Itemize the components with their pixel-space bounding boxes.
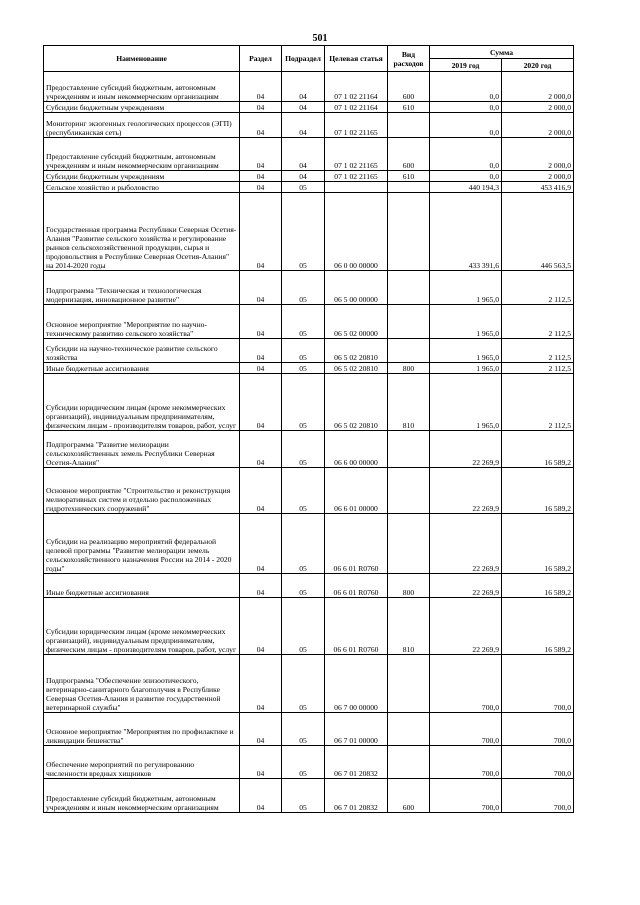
row-2019-cell: 22 269,9 (430, 598, 502, 655)
row-target-cell (325, 182, 388, 193)
row-type-cell: 610 (388, 102, 430, 113)
table-row (44, 713, 574, 746)
table-row (44, 655, 574, 713)
row-type-cell (388, 182, 430, 193)
header-2019: 2019 год (430, 59, 502, 72)
row-2020-cell: 16 589,2 (502, 598, 574, 655)
row-target-cell: 06 7 01 20832 (325, 779, 388, 813)
row-subsection-cell: 05 (282, 374, 325, 431)
row-subsection-cell: 05 (282, 598, 325, 655)
row-type-cell (388, 746, 430, 779)
table-row (44, 305, 574, 339)
row-2019-cell: 700,0 (430, 779, 502, 813)
row-section-cell: 04 (240, 468, 282, 514)
row-2019-cell: 1 965,0 (430, 305, 502, 339)
table-row (44, 171, 574, 182)
row-section-cell: 04 (240, 431, 282, 468)
row-type-cell (388, 431, 430, 468)
row-subsection-cell: 05 (282, 363, 325, 374)
row-name-cell: Основное мероприятие "Мероприятие по научно-техническому развитию сельского хозяйства" (44, 305, 240, 339)
row-type-cell (388, 305, 430, 339)
row-2020-cell: 2 000,0 (502, 113, 574, 138)
row-2020-cell: 16 589,2 (502, 514, 574, 574)
row-type-cell (388, 271, 430, 305)
row-2020-cell: 2 112,5 (502, 374, 574, 431)
row-type-cell (388, 113, 430, 138)
row-type-cell: 800 (388, 574, 430, 598)
row-subsection-cell: 04 (282, 113, 325, 138)
row-2019-cell: 22 269,9 (430, 431, 502, 468)
row-target-cell: 06 7 00 00000 (325, 655, 388, 713)
row-name-cell: Субсидии юридическим лицам (кроме некоммерческих организаций), индивидуальным предпринимателям, физическим лицам - производителям товаров, работ, услуг (44, 598, 240, 655)
row-target-cell: 06 7 01 20832 (325, 746, 388, 779)
row-section-cell: 04 (240, 713, 282, 746)
row-2019-cell: 0,0 (430, 72, 502, 102)
row-2020-cell: 2 000,0 (502, 72, 574, 102)
row-2020-cell: 700,0 (502, 779, 574, 813)
row-subsection-cell: 04 (282, 171, 325, 182)
table-row (44, 374, 574, 431)
row-target-cell: 07 1 02 21164 (325, 102, 388, 113)
row-type-cell: 810 (388, 598, 430, 655)
table-body (44, 72, 574, 813)
row-target-cell: 06 5 02 20810 (325, 363, 388, 374)
row-name-cell: Субсидии на реализацию мероприятий федеральной целевой программы "Развитие мелиорации земель сельскохозяйственного назначения России на 2014 - 2020 годы" (44, 514, 240, 574)
row-subsection-cell: 05 (282, 193, 325, 271)
row-type-cell (388, 193, 430, 271)
row-subsection-cell: 05 (282, 271, 325, 305)
table-row (44, 138, 574, 171)
row-type-cell (388, 514, 430, 574)
row-subsection-cell: 05 (282, 339, 325, 363)
table-row (44, 182, 574, 193)
table-row (44, 102, 574, 113)
row-target-cell: 06 5 02 00000 (325, 305, 388, 339)
row-2020-cell: 700,0 (502, 746, 574, 779)
row-section-cell: 04 (240, 779, 282, 813)
table-row (44, 271, 574, 305)
row-2019-cell: 700,0 (430, 713, 502, 746)
row-subsection-cell: 05 (282, 305, 325, 339)
row-section-cell: 04 (240, 72, 282, 102)
row-subsection-cell: 04 (282, 72, 325, 102)
header-target: Целевая статья (325, 46, 388, 72)
row-target-cell: 06 5 02 20810 (325, 339, 388, 363)
header-sum: Сумма (430, 46, 574, 59)
table-row (44, 72, 574, 102)
row-subsection-cell: 05 (282, 514, 325, 574)
row-target-cell: 06 6 01 R0760 (325, 598, 388, 655)
header-2020: 2020 год (502, 59, 574, 72)
row-type-cell: 600 (388, 779, 430, 813)
row-section-cell: 04 (240, 655, 282, 713)
row-type-cell (388, 339, 430, 363)
row-type-cell: 800 (388, 363, 430, 374)
row-type-cell: 600 (388, 138, 430, 171)
row-section-cell: 04 (240, 514, 282, 574)
row-section-cell: 04 (240, 374, 282, 431)
row-name-cell: Мониторинг экзогенных геологических процессов (ЭГП) (республиканская сеть) (44, 113, 240, 138)
row-name-cell: Государственная программа Республики Северная Осетия-Алания "Развитие сельского хозяйства и регулирование рынков сельскохозяйственной продукции, сырья и продовольствия в Республике Северная Осетия-Алания" на 2014-2020 годы (44, 193, 240, 271)
row-type-cell (388, 468, 430, 514)
row-2019-cell: 700,0 (430, 746, 502, 779)
row-2020-cell: 700,0 (502, 713, 574, 746)
header-name: Наименование (44, 46, 240, 72)
row-type-cell: 810 (388, 374, 430, 431)
row-section-cell: 04 (240, 193, 282, 271)
row-type-cell: 610 (388, 171, 430, 182)
row-2019-cell: 22 269,9 (430, 514, 502, 574)
row-name-cell: Предоставление субсидий бюджетным, автономным учреждениям и иным некоммерческим организациям (44, 72, 240, 102)
row-target-cell: 06 5 02 20810 (325, 374, 388, 431)
row-subsection-cell: 05 (282, 182, 325, 193)
table-row (44, 598, 574, 655)
row-target-cell: 07 1 02 21165 (325, 113, 388, 138)
page-number: 501 (312, 33, 328, 44)
row-subsection-cell: 05 (282, 779, 325, 813)
row-section-cell: 04 (240, 339, 282, 363)
row-name-cell: Субсидии бюджетным учреждениям (44, 171, 240, 182)
row-2019-cell: 1 965,0 (430, 271, 502, 305)
row-name-cell: Иные бюджетные ассигнования (44, 574, 240, 598)
row-name-cell: Обеспечение мероприятий по регулированию численности вредных хищников (44, 746, 240, 779)
row-2020-cell: 446 563,5 (502, 193, 574, 271)
row-2020-cell: 16 589,2 (502, 468, 574, 514)
table-row (44, 431, 574, 468)
table-row (44, 514, 574, 574)
row-2020-cell: 700,0 (502, 655, 574, 713)
row-target-cell: 06 6 00 00000 (325, 431, 388, 468)
row-2019-cell: 700,0 (430, 655, 502, 713)
row-section-cell: 04 (240, 305, 282, 339)
table-row (44, 746, 574, 779)
table-row (44, 363, 574, 374)
row-target-cell: 06 6 01 R0760 (325, 574, 388, 598)
row-name-cell: Предоставление субсидий бюджетным, автономным учреждениям и иным некоммерческим организациям (44, 138, 240, 171)
row-name-cell: Сельское хозяйство и рыболовство (44, 182, 240, 193)
row-name-cell: Подпрограмма "Техническая и технологическая модернизация, инновационное развитие" (44, 271, 240, 305)
header-type: Вид расходов (388, 46, 430, 72)
row-subsection-cell: 05 (282, 713, 325, 746)
row-name-cell: Предоставление субсидий бюджетным, автономным учреждениям и иным некоммерческим организациям (44, 779, 240, 813)
row-2019-cell: 1 965,0 (430, 363, 502, 374)
row-name-cell: Подпрограмма "Развитие мелиорации сельскохозяйственных земель Республики Северная Осетия-Алания" (44, 431, 240, 468)
row-target-cell: 06 5 00 00000 (325, 271, 388, 305)
row-2020-cell: 2 000,0 (502, 171, 574, 182)
budget-table (43, 45, 574, 813)
row-2020-cell: 16 589,2 (502, 574, 574, 598)
row-section-cell: 04 (240, 113, 282, 138)
row-target-cell: 06 7 01 00000 (325, 713, 388, 746)
row-2019-cell: 0,0 (430, 138, 502, 171)
row-section-cell: 04 (240, 271, 282, 305)
row-section-cell: 04 (240, 102, 282, 113)
row-2019-cell: 0,0 (430, 113, 502, 138)
row-section-cell: 04 (240, 574, 282, 598)
row-2019-cell: 22 269,9 (430, 468, 502, 514)
row-subsection-cell: 05 (282, 746, 325, 779)
row-subsection-cell: 05 (282, 468, 325, 514)
header-subsection: Подраздел (282, 46, 325, 72)
row-2020-cell: 453 416,9 (502, 182, 574, 193)
row-name-cell: Субсидии на научно-техническое развитие сельского хозяйства (44, 339, 240, 363)
row-section-cell: 04 (240, 746, 282, 779)
row-subsection-cell: 05 (282, 431, 325, 468)
table-row (44, 339, 574, 363)
row-target-cell: 07 1 02 21165 (325, 171, 388, 182)
table-header (44, 46, 574, 72)
row-type-cell (388, 713, 430, 746)
row-2019-cell: 433 391,6 (430, 193, 502, 271)
table-row (44, 779, 574, 813)
row-name-cell: Иные бюджетные ассигнования (44, 363, 240, 374)
row-type-cell (388, 655, 430, 713)
row-name-cell: Субсидии бюджетным учреждениям (44, 102, 240, 113)
row-subsection-cell: 05 (282, 574, 325, 598)
table-row (44, 113, 574, 138)
row-type-cell: 600 (388, 72, 430, 102)
row-target-cell: 06 6 01 00000 (325, 468, 388, 514)
row-target-cell: 06 6 01 R0760 (325, 514, 388, 574)
row-section-cell: 04 (240, 363, 282, 374)
row-2019-cell: 440 194,3 (430, 182, 502, 193)
row-name-cell: Основное мероприятие "Мероприятия по профилактике и ликвидации бешенства" (44, 713, 240, 746)
row-2020-cell: 2 112,5 (502, 305, 574, 339)
row-section-cell: 04 (240, 182, 282, 193)
row-2020-cell: 2 000,0 (502, 138, 574, 171)
row-subsection-cell: 04 (282, 102, 325, 113)
header-section: Раздел (240, 46, 282, 72)
row-section-cell: 04 (240, 598, 282, 655)
row-2019-cell: 1 965,0 (430, 339, 502, 363)
row-target-cell: 07 1 02 21165 (325, 138, 388, 171)
row-target-cell: 07 1 02 21164 (325, 72, 388, 102)
row-name-cell: Основное мероприятие "Строительство и реконструкция мелиоративных систем и отдельно расположенных гидротехнических сооружений" (44, 468, 240, 514)
table-row (44, 468, 574, 514)
row-section-cell: 04 (240, 138, 282, 171)
row-target-cell: 06 0 00 00000 (325, 193, 388, 271)
row-2020-cell: 16 589,2 (502, 431, 574, 468)
row-2020-cell: 2 112,5 (502, 271, 574, 305)
row-2019-cell: 22 269,9 (430, 574, 502, 598)
row-2020-cell: 2 112,5 (502, 363, 574, 374)
row-2019-cell: 0,0 (430, 102, 502, 113)
row-name-cell: Субсидии юридическим лицам (кроме некоммерческих организаций), индивидуальным предпринимателям, физическим лицам - производителям товаров, работ, услуг (44, 374, 240, 431)
table-row (44, 574, 574, 598)
row-2019-cell: 0,0 (430, 171, 502, 182)
row-name-cell: Подпрограмма "Обеспечение эпизоотического, ветеринарно-санитарного благополучия в Республике Северная Осетия-Алания и развитие государственной ветеринарной службы" (44, 655, 240, 713)
row-2019-cell: 1 965,0 (430, 374, 502, 431)
row-2020-cell: 2 000,0 (502, 102, 574, 113)
table-row (44, 193, 574, 271)
row-section-cell: 04 (240, 171, 282, 182)
row-subsection-cell: 04 (282, 138, 325, 171)
row-subsection-cell: 05 (282, 655, 325, 713)
row-2020-cell: 2 112,5 (502, 339, 574, 363)
